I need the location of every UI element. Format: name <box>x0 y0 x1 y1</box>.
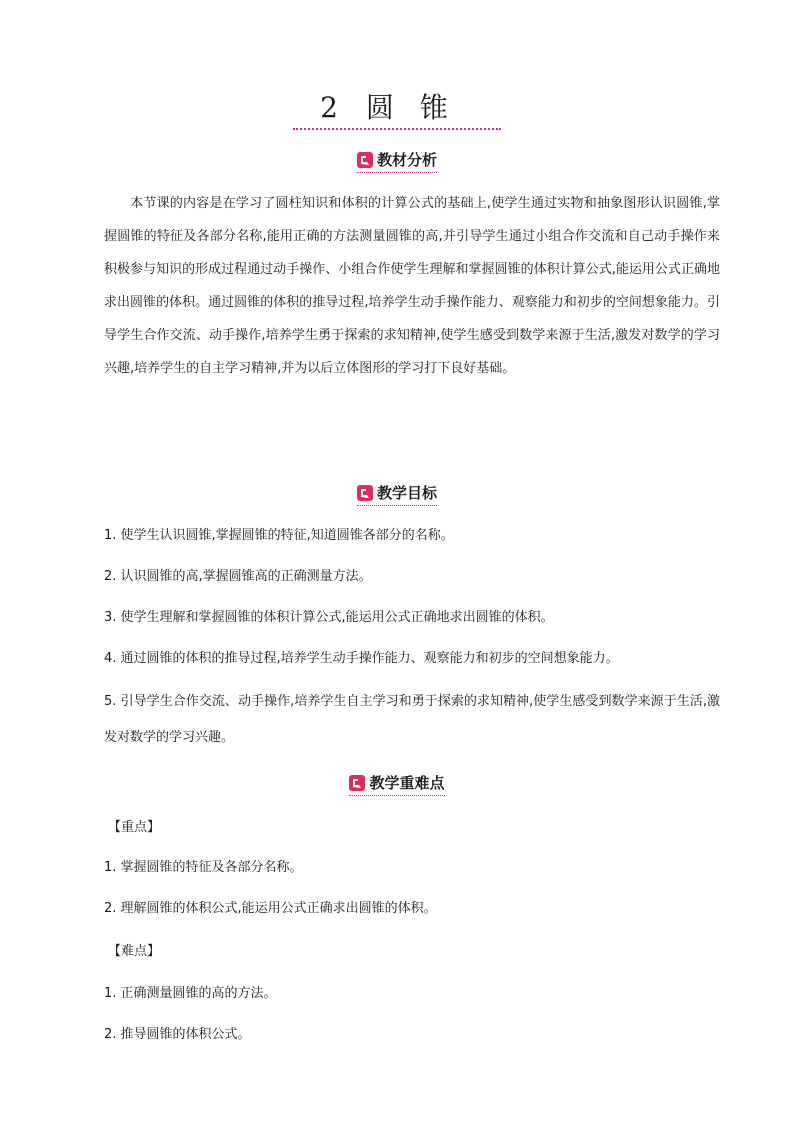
section-heading-goals <box>0 482 794 506</box>
section-heading-key-points <box>0 772 794 796</box>
goal-item: 4. 通过圆锥的体积的推导过程,培养学生动手操作能力、观察能力和初步的空间想象能力。 <box>104 651 619 666</box>
title-word: 圆锥 <box>365 91 474 124</box>
section-badge-icon <box>357 485 373 501</box>
key-label: 【重点】 <box>108 820 161 835</box>
key-item: 2. 理解圆锥的体积公式,能运用公式正确求出圆锥的体积。 <box>104 901 437 916</box>
difficult-item: 1. 正确测量圆锥的高的方法。 <box>104 986 277 1001</box>
page-title <box>293 86 501 130</box>
section-badge-icon <box>349 775 365 791</box>
analysis-text: 本节课的内容是在学习了圆柱知识和体积的计算公式的基础上,使学生通过实物和抽象图形认识圆锥,掌握圆锥的特征及各部分名称,能用正确的方法测量圆锥的高,并引导学生通过小组合作交流和自己动手操作来积极参与知识的形成过程通过动手操作、小组合作使学生理解和掌握圆锥的体积计算公式,能运用公式正确地求出圆锥的体积。通过圆锥的体积的推导过程,培养学生动手操作能力、观察能力和初步的空间想象能力。引导学生合作交流、动手操作,培养学生勇于探索的求知精神,使学生感受到数学来源于生活,激发对数学的学习兴趣,培养学生的自主学习精神,并为以后立体图形的学习打下良好基础。 <box>104 196 720 376</box>
page-title-container <box>0 86 794 130</box>
section-badge-icon <box>357 152 373 168</box>
section-heading-label: 教学目标 <box>376 484 437 502</box>
key-item: 1. 掌握圆锥的特征及各部分名称。 <box>104 860 303 875</box>
goal-item: 1. 使学生认识圆锥,掌握圆锥的特征,知道圆锥各部分的名称。 <box>104 528 454 543</box>
section-heading-label: 教材分析 <box>376 151 437 169</box>
goal-item: 5. 引导学生合作交流、动手操作,培养学生自主学习和勇于探索的求知精神,使学生感受到数学来源于生活,激发对数学的学习兴趣。 <box>104 694 720 745</box>
goal-item: 2. 认识圆锥的高,掌握圆锥高的正确测量方法。 <box>104 569 372 584</box>
difficult-label: 【难点】 <box>108 944 161 959</box>
difficult-item: 2. 推导圆锥的体积公式。 <box>104 1027 251 1042</box>
title-number: 2 <box>320 91 344 124</box>
section-heading-analysis <box>0 149 794 173</box>
goal-item: 3. 使学生理解和掌握圆锥的体积计算公式,能运用公式正确地求出圆锥的体积。 <box>104 610 554 625</box>
analysis-paragraph <box>104 187 720 385</box>
section-heading-label: 教学重难点 <box>369 774 445 792</box>
